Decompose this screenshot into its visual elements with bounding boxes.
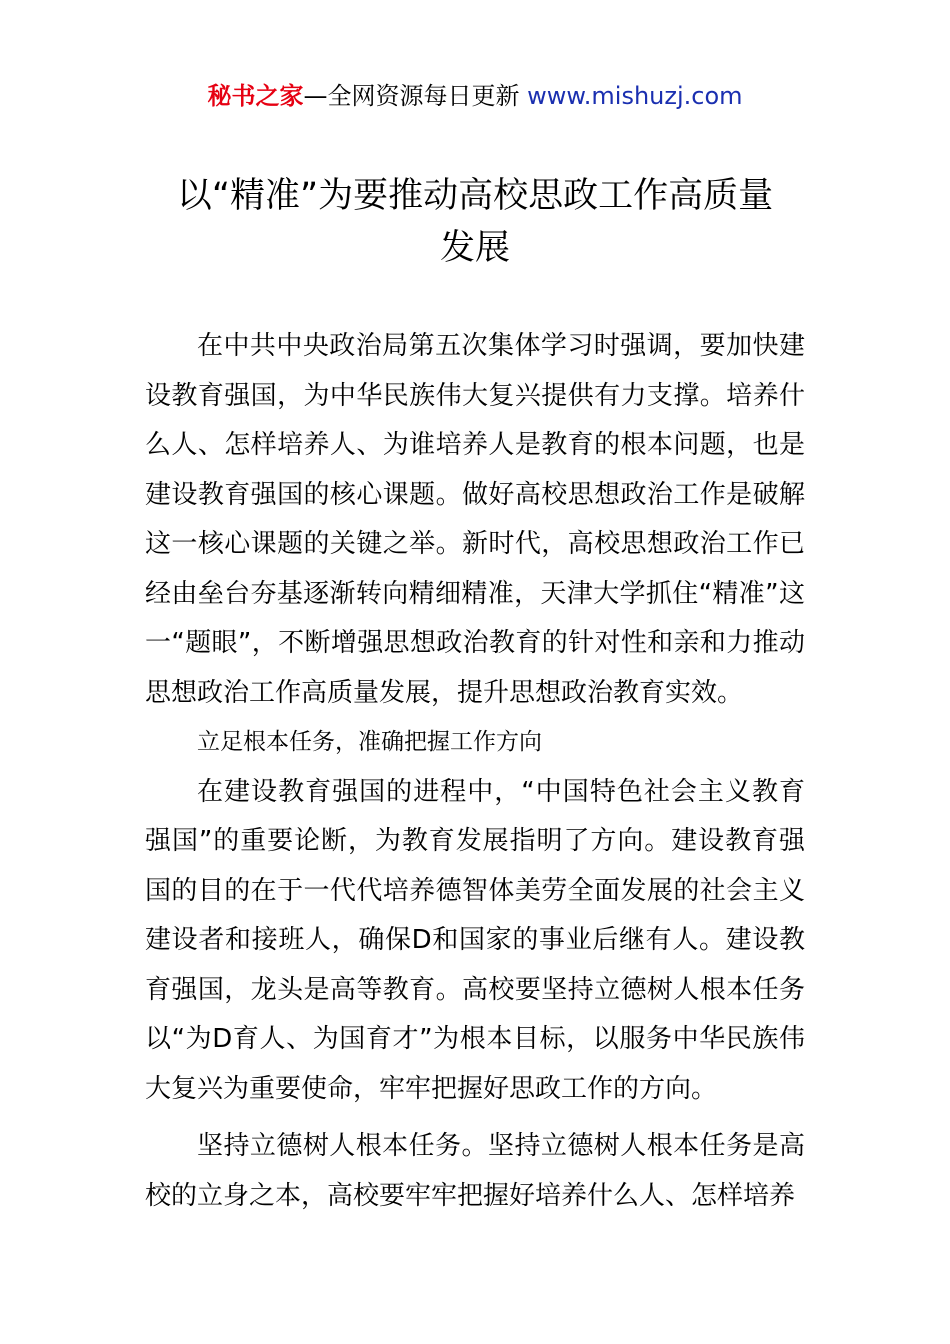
document-title [145, 170, 805, 274]
header-tagline: —全网资源每日更新 [303, 82, 528, 110]
document-body [145, 322, 805, 1221]
paragraph-direction: 在建设教育强国的进程中，“中国特色社会主义教育强国”的重要论断，为教育发展指明了方向。建设教育强国的目的在于一代代培养德智体美劳全面发展的社会主义建设者和接班人，确保D和国家的事业后继有人。建设教育强国，龙头是高等教育。高校要坚持立德树人根本任务以“为D育人、为国育才”为根本目标，以服务中华民族伟大复兴为重要使命，牢牢把握好思政工作的方向。 [145, 776, 805, 1104]
brand-name: 秘书之家 [207, 82, 304, 110]
title-line-2: 发展 [439, 228, 510, 268]
site-url[interactable]: www.mishuzj.com [527, 82, 743, 110]
paragraph-task: 坚持立德树人根本任务。坚持立德树人根本任务是高校的立身之本，高校要牢牢把握好培养什么人、怎样培养 [145, 1131, 805, 1211]
paragraph-intro: 在中共中央政治局第五次集体学习时强调，要加快建设教育强国，为中华民族伟大复兴提供有力支撑。培养什么人、怎样培养人、为谁培养人是教育的根本问题，也是建设教育强国的核心课题。做好高校思想政治工作是破解这一核心课题的关键之举。新时代，高校思想政治工作已经由垒台夯基逐渐转向精细精准，天津大学抓住“精准”这一“题眼”，不断增强思想政治教育的针对性和亲和力推动思想政治工作高质量发展，提升思想政治教育实效。 [145, 331, 805, 708]
section-heading: 立足根本任务，准确把握工作方向 [197, 729, 542, 755]
title-line-1: 以“精准”为要推动高校思政工作高质量 [176, 176, 774, 216]
site-header [0, 80, 950, 112]
